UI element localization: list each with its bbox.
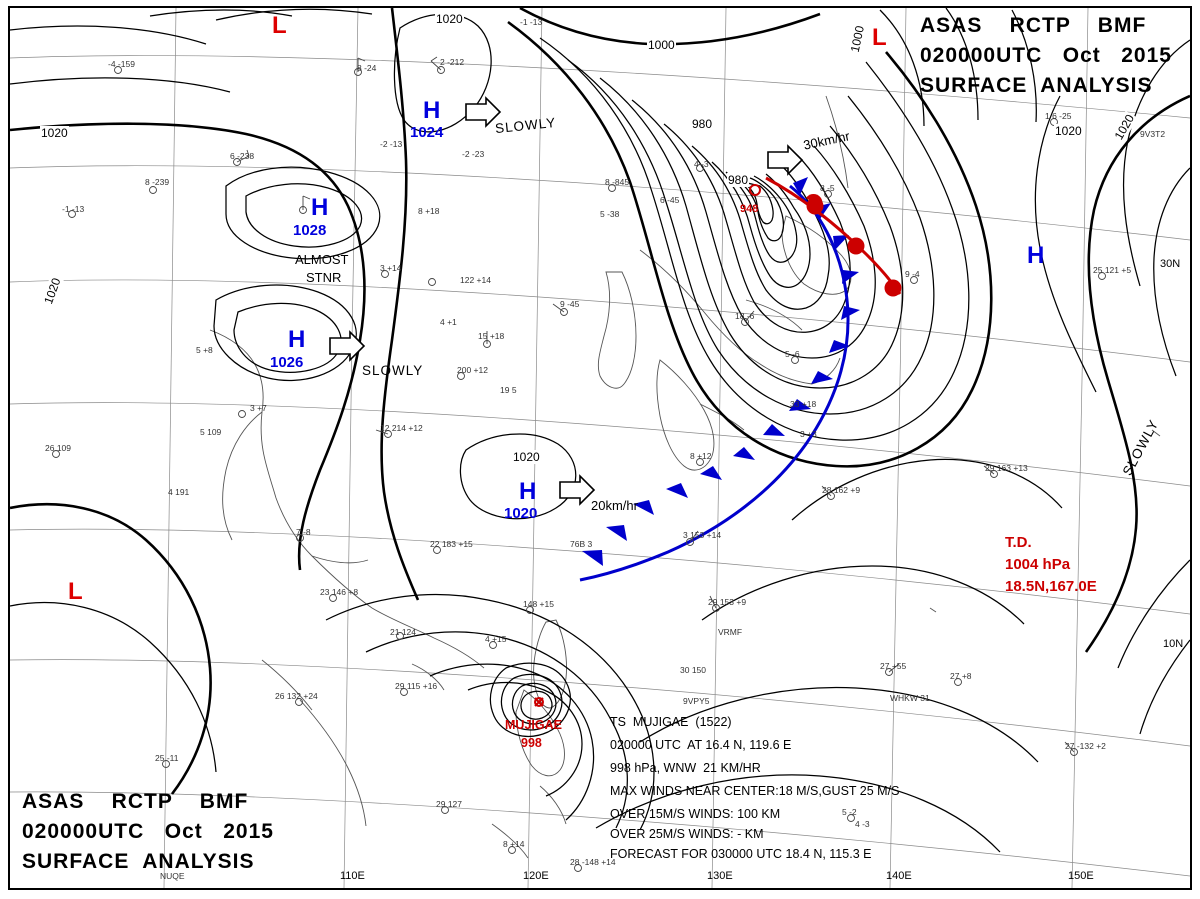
station-plot: VRMF (718, 627, 743, 637)
station-plot: 27 -132 +2 (1065, 741, 1106, 751)
station-plot: 3 153 +14 (683, 530, 722, 540)
low-pressure-marker: L (272, 12, 287, 39)
station-plot: 4 +15 (485, 634, 507, 644)
station-plot: WHKW 31 (890, 693, 930, 703)
motion-speed-20kmhr: 20km/hr (591, 498, 638, 513)
station-plot: 9 -45 (560, 299, 580, 309)
station-plot: 29 127 (436, 799, 462, 809)
typhoon-pressure-label: 998 (521, 736, 542, 750)
typhoon-info-line: 020000 UTC AT 16.4 N, 119.6 E (610, 738, 792, 752)
map-border (8, 6, 1192, 890)
high-pressure-marker: H (288, 326, 306, 353)
motion-label-slowly: SLOWLY (494, 114, 557, 137)
low-pressure-marker: L (68, 578, 83, 605)
station-plot: -1 -13 (62, 204, 85, 214)
station-plot: -1 -13 (520, 17, 543, 27)
high-pressure-value: 1026 (270, 354, 304, 371)
isobar-label: 1020 (513, 450, 540, 464)
station-plot: 26 132 +24 (275, 691, 318, 701)
lon-label: 140E (886, 870, 912, 882)
station-plot: -2 -23 (462, 149, 485, 159)
footer-title-line2: 020000UTC Oct 2015 (22, 820, 274, 843)
station-plot: 8 -845 (605, 177, 630, 187)
footer-title-line3: SURFACE ANALYSIS (22, 850, 255, 873)
lon-label: 120E (523, 870, 549, 882)
lon-label: 150E (1068, 870, 1094, 882)
isobar-label: 1000 (847, 24, 867, 54)
typhoon-info-line: OVER 25M/S WINDS: - KM (610, 827, 764, 841)
station-plot: 5 +8 (196, 345, 213, 355)
station-plot: 148 +15 (523, 599, 554, 609)
footer-title-line1: ASAS RCTP BMF (22, 790, 249, 813)
station-plot: 8 -5 (820, 183, 835, 193)
motion-label-slowly: SLOWLY (1119, 416, 1162, 479)
td-label-line2: 1004 hPa (1005, 556, 1071, 573)
station-plot: 28 162 +9 (822, 485, 861, 495)
station-plot: 22 183 +15 (430, 539, 473, 549)
station-plot: 8 -239 (145, 177, 170, 187)
station-plot: 26 109 (45, 443, 71, 453)
motion-label-stnr: STNR (306, 270, 342, 285)
header-title-line1: ASAS RCTP BMF (920, 14, 1147, 37)
td-label-line1: T.D. (1005, 534, 1032, 551)
storm-center-pressure: 948 (740, 203, 759, 215)
station-plot: 27 +55 (880, 661, 907, 671)
station-plot: -2 -13 (380, 139, 403, 149)
high-pressure-marker: H (311, 194, 329, 221)
lon-label: 130E (707, 870, 733, 882)
station-plot: 25 -11 (155, 753, 179, 763)
td-label-line3: 18.5N,167.0E (1005, 578, 1097, 595)
station-plot: 21 124 (390, 627, 416, 637)
isobar-label: 1020 (41, 126, 68, 140)
station-plot: 6 -238 (230, 151, 255, 161)
isobar-label: 1000 (648, 38, 675, 52)
typhoon-name-label: MUJIGAE (505, 718, 562, 732)
low-pressure-marker: L (872, 24, 887, 51)
motion-label-slowly: SLOWLY (362, 363, 424, 378)
station-plot: 23 146 +8 (320, 587, 359, 597)
station-plot: 29 115 +16 (395, 681, 438, 691)
station-plot: 4 -3 (855, 819, 870, 829)
station-plot: 9V3T2 (1140, 129, 1166, 139)
typhoon-info-line: FORECAST FOR 030000 UTC 18.4 N, 115.3 E (610, 847, 872, 861)
high-pressure-marker: H (423, 97, 441, 124)
isobar-label: 1020 (436, 12, 463, 26)
station-plot: 2 -212 (440, 57, 465, 67)
station-plot: 18 -6 (735, 311, 755, 321)
station-plot: 8 +14 (503, 839, 525, 849)
station-plot: 5 -2 (842, 807, 857, 817)
lat-label: 10N (1163, 638, 1184, 650)
station-plot: 30 150 (680, 665, 706, 675)
station-plot: 5 109 (200, 427, 222, 437)
station-plot: 76B 3 (570, 539, 593, 549)
isobar-label: 1020 (1055, 124, 1082, 138)
station-plot: 9 -4 (905, 269, 920, 279)
station-plot: 5 -38 (600, 209, 620, 219)
station-plot: 33 +18 (790, 399, 817, 409)
station-plot: 3 +14 (380, 263, 402, 273)
station-plot: 4 191 (168, 487, 190, 497)
lat-label: 30N (1160, 258, 1181, 270)
station-plot: 3 +7 (250, 403, 267, 413)
station-plot: 122 +14 (460, 275, 491, 285)
station-plot: 8 +12 (690, 451, 712, 461)
motion-label-almost: ALMOST (295, 252, 349, 267)
station-plot: 7 -8 (296, 527, 311, 537)
typhoon-info-line: 998 hPa, WNW 21 KM/HR (610, 761, 761, 775)
typhoon-info-line: OVER 15M/S WINDS: 100 KM (610, 807, 781, 821)
station-plot: 5 -6 (785, 349, 800, 359)
high-pressure-marker: H (519, 478, 537, 505)
header-title-line2: 020000UTC Oct 2015 (920, 44, 1172, 67)
station-plot: 29 153 +9 (708, 597, 747, 607)
station-plot: 29 163 +13 (985, 463, 1028, 473)
high-pressure-value: 1028 (293, 222, 327, 239)
station-plot: 25 121 +5 (1093, 265, 1132, 275)
isobar-label: 1020 (1111, 111, 1138, 143)
station-plot: 8 +18 (418, 206, 440, 216)
lon-label: 110E (340, 870, 365, 882)
isobar-label: 980 (692, 117, 713, 131)
isobar-label: 980 (728, 173, 749, 187)
typhoon-info-line: TS MUJIGAE (1522) (610, 715, 732, 729)
high-pressure-value: 1024 (410, 124, 444, 141)
station-plot: 19 5 (500, 385, 517, 395)
station-plot: 1 6 -25 (1045, 111, 1072, 121)
high-pressure-marker: H (1027, 242, 1045, 269)
station-plot: 28 -148 +14 (570, 857, 616, 867)
motion-speed-30kmhr: 30km/hr (801, 128, 852, 153)
station-plot: 9VPY5 (683, 696, 710, 706)
station-plot: 4 -3 (694, 159, 709, 169)
station-plot: 15 +18 (478, 331, 505, 341)
station-plot: 200 +12 (457, 365, 488, 375)
station-plot: 12 214 +12 (380, 423, 423, 433)
station-plot: 3 +3 (800, 429, 817, 439)
station-plot: 6 -45 (660, 195, 680, 205)
station-plot: 27 +8 (950, 671, 972, 681)
isobar-label: 1020 (41, 276, 64, 306)
station-plot: 4 +1 (440, 317, 457, 327)
high-pressure-value: 1020 (504, 505, 538, 522)
header-title-line3: SURFACE ANALYSIS (920, 74, 1153, 97)
station-plot: 8 -24 (357, 63, 377, 73)
station-plot: NUQE (160, 871, 185, 881)
station-plot: -4 -159 (108, 59, 135, 69)
typhoon-info-line: MAX WINDS NEAR CENTER:18 M/S,GUST 25 M/S (610, 784, 900, 798)
